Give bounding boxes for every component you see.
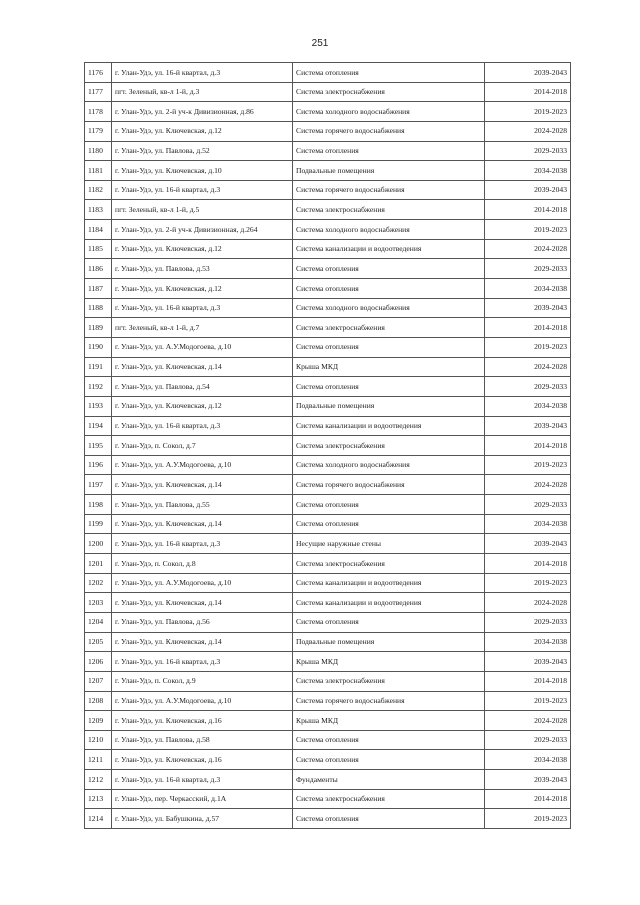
table-row xyxy=(85,298,571,318)
table-row xyxy=(85,534,571,554)
table-row xyxy=(85,632,571,652)
table-row xyxy=(85,789,571,809)
system-cell: Подвальные помещения xyxy=(293,396,485,416)
address-cell: г. Улан-Удэ, ул. Павлова, д.54 xyxy=(112,377,293,397)
row-number: 1194 xyxy=(85,416,112,436)
address-cell: г. Улан-Удэ, ул. 16-й квартал, д.3 xyxy=(112,63,293,83)
address-cell: пгт. Зеленый, кв-л 1-й, д.7 xyxy=(112,318,293,338)
system-cell: Система отопления xyxy=(293,377,485,397)
system-cell: Крыша МКД xyxy=(293,652,485,672)
address-cell: г. Улан-Удэ, ул. Ключевская, д.16 xyxy=(112,711,293,731)
period-cell: 2034-2038 xyxy=(485,750,571,770)
system-cell: Система отопления xyxy=(293,279,485,299)
system-cell: Система холодного водоснабжения xyxy=(293,455,485,475)
system-cell: Система отопления xyxy=(293,337,485,357)
address-cell: г. Улан-Удэ, ул. Ключевская, д.14 xyxy=(112,357,293,377)
address-cell: г. Улан-Удэ, ул. Ключевская, д.14 xyxy=(112,514,293,534)
system-cell: Подвальные помещения xyxy=(293,161,485,181)
period-cell: 2029-2033 xyxy=(485,730,571,750)
system-cell: Крыша МКД xyxy=(293,357,485,377)
address-cell: г. Улан-Удэ, ул. 16-й квартал, д.3 xyxy=(112,416,293,436)
row-number: 1201 xyxy=(85,554,112,574)
system-cell: Система горячего водоснабжения xyxy=(293,691,485,711)
system-cell: Крыша МКД xyxy=(293,711,485,731)
table-row xyxy=(85,671,571,691)
row-number: 1191 xyxy=(85,357,112,377)
address-cell: г. Улан-Удэ, ул. А.У.Модогоева, д.10 xyxy=(112,337,293,357)
period-cell: 2014-2018 xyxy=(485,789,571,809)
table-row xyxy=(85,141,571,161)
system-cell: Система отопления xyxy=(293,514,485,534)
system-cell: Система горячего водоснабжения xyxy=(293,475,485,495)
address-cell: г. Улан-Удэ, ул. Ключевская, д.12 xyxy=(112,121,293,141)
row-number: 1179 xyxy=(85,121,112,141)
row-number: 1203 xyxy=(85,593,112,613)
system-cell: Система горячего водоснабжения xyxy=(293,121,485,141)
period-cell: 2019-2023 xyxy=(485,573,571,593)
address-cell: г. Улан-Удэ, ул. Бабушкина, д.57 xyxy=(112,809,293,829)
period-cell: 2019-2023 xyxy=(485,455,571,475)
page-number: 251 xyxy=(311,38,329,49)
row-number: 1184 xyxy=(85,220,112,240)
row-number: 1187 xyxy=(85,279,112,299)
row-number: 1177 xyxy=(85,82,112,102)
address-cell: г. Улан-Удэ, ул. Павлова, д.56 xyxy=(112,612,293,632)
table-row xyxy=(85,377,571,397)
system-cell: Несущие наружные стены xyxy=(293,534,485,554)
period-cell: 2024-2028 xyxy=(485,711,571,731)
row-number: 1210 xyxy=(85,730,112,750)
address-cell: г. Улан-Удэ, ул. Ключевская, д.10 xyxy=(112,161,293,181)
period-cell: 2034-2038 xyxy=(485,396,571,416)
address-cell: г. Улан-Удэ, ул. А.У.Модогоева, д.10 xyxy=(112,455,293,475)
address-cell: г. Улан-Удэ, ул. Ключевская, д.12 xyxy=(112,239,293,259)
table-row xyxy=(85,495,571,515)
period-cell: 2014-2018 xyxy=(485,318,571,338)
system-cell: Система холодного водоснабжения xyxy=(293,102,485,122)
system-cell: Система отопления xyxy=(293,730,485,750)
system-cell: Система электроснабжения xyxy=(293,200,485,220)
address-cell: г. Улан-Удэ, п. Сокол, д.9 xyxy=(112,671,293,691)
period-cell: 2014-2018 xyxy=(485,436,571,456)
table-row xyxy=(85,200,571,220)
system-cell: Система электроснабжения xyxy=(293,436,485,456)
table-row xyxy=(85,121,571,141)
row-number: 1208 xyxy=(85,691,112,711)
address-cell: г. Улан-Удэ, ул. А.У.Модогоева, д.10 xyxy=(112,573,293,593)
period-cell: 2034-2038 xyxy=(485,161,571,181)
period-cell: 2014-2018 xyxy=(485,82,571,102)
repair-schedule-table xyxy=(84,62,571,829)
system-cell: Система электроснабжения xyxy=(293,318,485,338)
period-cell: 2029-2033 xyxy=(485,259,571,279)
address-cell: г. Улан-Удэ, пер. Черкасский, д.1А xyxy=(112,789,293,809)
system-cell: Система канализации и водоотведения xyxy=(293,573,485,593)
row-number: 1205 xyxy=(85,632,112,652)
table-row xyxy=(85,593,571,613)
table-row xyxy=(85,554,571,574)
table-row xyxy=(85,337,571,357)
system-cell: Система отопления xyxy=(293,141,485,161)
period-cell: 2029-2033 xyxy=(485,495,571,515)
table-row xyxy=(85,180,571,200)
table-row xyxy=(85,809,571,829)
address-cell: г. Улан-Удэ, ул. Павлова, д.52 xyxy=(112,141,293,161)
row-number: 1199 xyxy=(85,514,112,534)
address-cell: г. Улан-Удэ, ул. А.У.Модогоева, д.10 xyxy=(112,691,293,711)
system-cell: Система электроснабжения xyxy=(293,554,485,574)
table-row xyxy=(85,514,571,534)
period-cell: 2019-2023 xyxy=(485,691,571,711)
address-cell: г. Улан-Удэ, п. Сокол, д.7 xyxy=(112,436,293,456)
period-cell: 2029-2033 xyxy=(485,377,571,397)
address-cell: г. Улан-Удэ, ул. Ключевская, д.16 xyxy=(112,750,293,770)
row-number: 1197 xyxy=(85,475,112,495)
address-cell: г. Улан-Удэ, ул. Ключевская, д.14 xyxy=(112,632,293,652)
system-cell: Система отопления xyxy=(293,259,485,279)
system-cell: Система горячего водоснабжения xyxy=(293,180,485,200)
table-body xyxy=(85,63,571,829)
row-number: 1212 xyxy=(85,770,112,790)
row-number: 1195 xyxy=(85,436,112,456)
table-row xyxy=(85,691,571,711)
table-row xyxy=(85,730,571,750)
period-cell: 2039-2043 xyxy=(485,652,571,672)
address-cell: г. Улан-Удэ, ул. 16-й квартал, д.3 xyxy=(112,180,293,200)
system-cell: Фундаменты xyxy=(293,770,485,790)
system-cell: Система канализации и водоотведения xyxy=(293,416,485,436)
system-cell: Система канализации и водоотведения xyxy=(293,593,485,613)
row-number: 1178 xyxy=(85,102,112,122)
period-cell: 2019-2023 xyxy=(485,102,571,122)
period-cell: 2034-2038 xyxy=(485,632,571,652)
row-number: 1209 xyxy=(85,711,112,731)
period-cell: 2014-2018 xyxy=(485,671,571,691)
table-row xyxy=(85,711,571,731)
row-number: 1206 xyxy=(85,652,112,672)
period-cell: 2034-2038 xyxy=(485,279,571,299)
table-row xyxy=(85,396,571,416)
table-row xyxy=(85,357,571,377)
table-row xyxy=(85,750,571,770)
period-cell: 2019-2023 xyxy=(485,337,571,357)
row-number: 1207 xyxy=(85,671,112,691)
address-cell: г. Улан-Удэ, ул. Ключевская, д.12 xyxy=(112,396,293,416)
address-cell: г. Улан-Удэ, ул. 16-й квартал, д.3 xyxy=(112,770,293,790)
row-number: 1186 xyxy=(85,259,112,279)
address-cell: г. Улан-Удэ, ул. Ключевская, д.14 xyxy=(112,475,293,495)
row-number: 1193 xyxy=(85,396,112,416)
table-row xyxy=(85,573,571,593)
row-number: 1181 xyxy=(85,161,112,181)
address-cell: г. Улан-Удэ, ул. 2-й уч-к Дивизионная, д.264 xyxy=(112,220,293,240)
address-cell: г. Улан-Удэ, ул. Павлова, д.58 xyxy=(112,730,293,750)
table-row xyxy=(85,82,571,102)
address-cell: г. Улан-Удэ, ул. 16-й квартал, д.3 xyxy=(112,652,293,672)
system-cell: Система отопления xyxy=(293,495,485,515)
table-row xyxy=(85,416,571,436)
system-cell: Система электроснабжения xyxy=(293,789,485,809)
system-cell: Система электроснабжения xyxy=(293,82,485,102)
address-cell: г. Улан-Удэ, ул. Павлова, д.53 xyxy=(112,259,293,279)
address-cell: г. Улан-Удэ, ул. 16-й квартал, д.3 xyxy=(112,298,293,318)
period-cell: 2014-2018 xyxy=(485,554,571,574)
system-cell: Система электроснабжения xyxy=(293,671,485,691)
table-row xyxy=(85,318,571,338)
period-cell: 2039-2043 xyxy=(485,180,571,200)
row-number: 1200 xyxy=(85,534,112,554)
address-cell: г. Улан-Удэ, ул. Павлова, д.55 xyxy=(112,495,293,515)
period-cell: 2034-2038 xyxy=(485,514,571,534)
row-number: 1214 xyxy=(85,809,112,829)
system-cell: Система отопления xyxy=(293,612,485,632)
row-number: 1180 xyxy=(85,141,112,161)
period-cell: 2019-2023 xyxy=(485,809,571,829)
address-cell: пгт. Зеленый, кв-л 1-й, д.5 xyxy=(112,200,293,220)
period-cell: 2039-2043 xyxy=(485,534,571,554)
period-cell: 2039-2043 xyxy=(485,298,571,318)
table-row xyxy=(85,63,571,83)
period-cell: 2024-2028 xyxy=(485,239,571,259)
row-number: 1192 xyxy=(85,377,112,397)
system-cell: Система холодного водоснабжения xyxy=(293,220,485,240)
row-number: 1185 xyxy=(85,239,112,259)
system-cell: Система холодного водоснабжения xyxy=(293,298,485,318)
system-cell: Система отопления xyxy=(293,63,485,83)
table-row xyxy=(85,259,571,279)
table-row xyxy=(85,220,571,240)
address-cell: пгт. Зеленый, кв-л 1-й, д.3 xyxy=(112,82,293,102)
period-cell: 2029-2033 xyxy=(485,141,571,161)
table-row xyxy=(85,239,571,259)
period-cell: 2039-2043 xyxy=(485,416,571,436)
row-number: 1176 xyxy=(85,63,112,83)
row-number: 1188 xyxy=(85,298,112,318)
row-number: 1189 xyxy=(85,318,112,338)
row-number: 1183 xyxy=(85,200,112,220)
period-cell: 2024-2028 xyxy=(485,357,571,377)
row-number: 1198 xyxy=(85,495,112,515)
row-number: 1202 xyxy=(85,573,112,593)
row-number: 1182 xyxy=(85,180,112,200)
table-row xyxy=(85,436,571,456)
table-row xyxy=(85,161,571,181)
period-cell: 2024-2028 xyxy=(485,121,571,141)
address-cell: г. Улан-Удэ, ул. 2-й уч-к Дивизионная, д.86 xyxy=(112,102,293,122)
table-row xyxy=(85,612,571,632)
address-cell: г. Улан-Удэ, п. Сокол, д.8 xyxy=(112,554,293,574)
row-number: 1196 xyxy=(85,455,112,475)
table-row xyxy=(85,102,571,122)
system-cell: Система отопления xyxy=(293,809,485,829)
table-row xyxy=(85,455,571,475)
row-number: 1213 xyxy=(85,789,112,809)
table-row xyxy=(85,770,571,790)
row-number: 1204 xyxy=(85,612,112,632)
period-cell: 2024-2028 xyxy=(485,475,571,495)
period-cell: 2029-2033 xyxy=(485,612,571,632)
row-number: 1211 xyxy=(85,750,112,770)
system-cell: Подвальные помещения xyxy=(293,632,485,652)
period-cell: 2039-2043 xyxy=(485,63,571,83)
table-row xyxy=(85,652,571,672)
table-row xyxy=(85,475,571,495)
system-cell: Система отопления xyxy=(293,750,485,770)
period-cell: 2039-2043 xyxy=(485,770,571,790)
address-cell: г. Улан-Удэ, ул. Ключевская, д.14 xyxy=(112,593,293,613)
row-number: 1190 xyxy=(85,337,112,357)
address-cell: г. Улан-Удэ, ул. Ключевская, д.12 xyxy=(112,279,293,299)
period-cell: 2014-2018 xyxy=(485,200,571,220)
period-cell: 2019-2023 xyxy=(485,220,571,240)
system-cell: Система канализации и водоотведения xyxy=(293,239,485,259)
table-row xyxy=(85,279,571,299)
address-cell: г. Улан-Удэ, ул. 16-й квартал, д.3 xyxy=(112,534,293,554)
period-cell: 2024-2028 xyxy=(485,593,571,613)
